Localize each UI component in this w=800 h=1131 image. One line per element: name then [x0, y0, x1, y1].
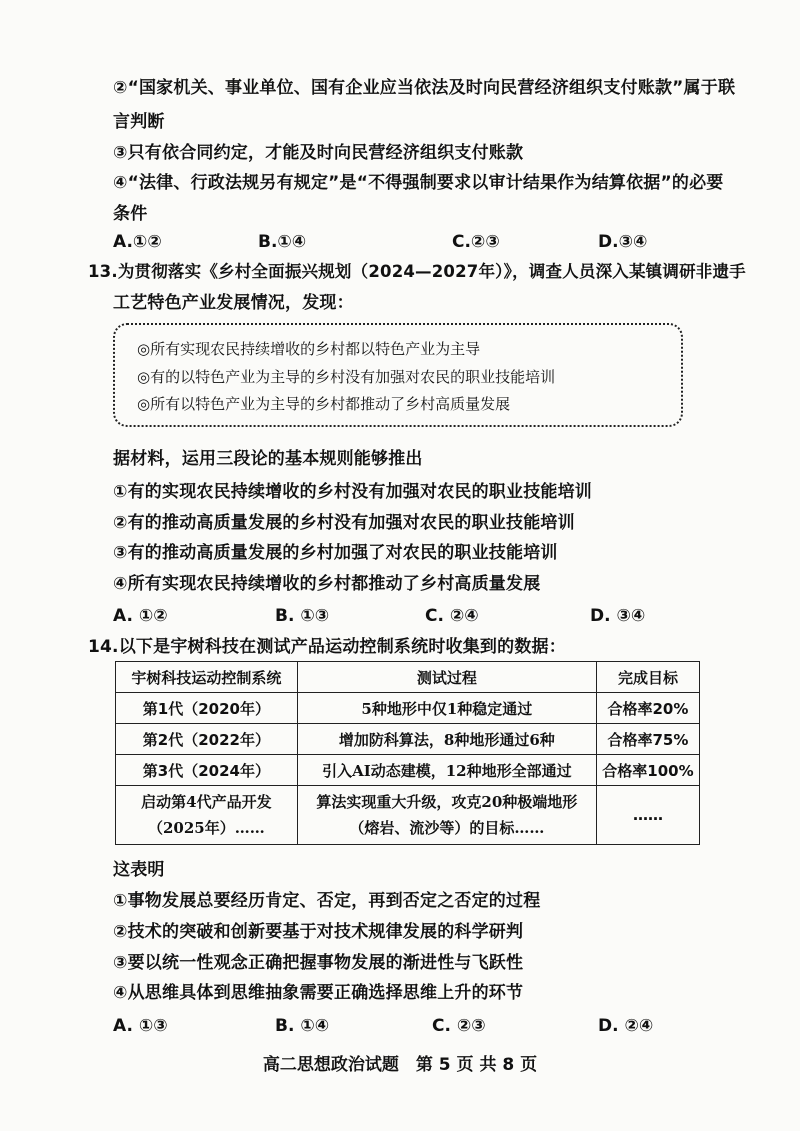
q13-option-d: D. ③④	[590, 606, 646, 626]
table-row	[116, 786, 700, 845]
premise-3: ◎所有以特色产业为主导的乡村都推动了乡村高质量发展	[137, 395, 511, 413]
cell-process: 5种地形中仅1种稳定通过	[297, 693, 596, 724]
q13-item-1: ①有的实现农民持续增收的乡村没有加强对农民的职业技能培训	[113, 482, 592, 502]
q14-lead: 这表明	[113, 860, 165, 880]
cell-gen	[116, 786, 298, 845]
q13-stem-b: 工艺特色产业发展情况，发现：	[113, 293, 354, 313]
q13-stem-a: 13.为贯彻落实《乡村全面振兴规划（2024—2027年）》，调查人员深入某镇调研非遗手	[88, 262, 746, 281]
header-system: 宇树科技运动控制系统	[116, 662, 298, 693]
q13-item-3: ③有的推动高质量发展的乡村加强了对农民的职业技能培训	[113, 543, 558, 563]
cell-gen-line2: （2025年）……	[148, 819, 265, 837]
cell-process-line1: 算法实现重大升级，攻克20种极端地形	[316, 793, 578, 811]
prev-option-b: B.①④	[258, 232, 307, 252]
q14-option-b: B. ①④	[275, 1016, 330, 1036]
premise-1: ◎所有实现农民持续增收的乡村都以特色产业为主导	[137, 340, 481, 358]
prev-item-2a: ②“国家机关、事业单位、国有企业应当依法及时向民营经济组织支付账款”属于联	[113, 78, 736, 98]
q14-item-1: ①事物发展总要经历肯定、否定，再到否定之否定的过程	[113, 891, 541, 911]
q14-stem: 14.以下是宇树科技在测试产品运动控制系统时收集到的数据：	[88, 637, 566, 657]
prev-option-d: D.③④	[598, 232, 648, 252]
cell-target: 合格率100%	[596, 755, 699, 786]
cell-gen: 第2代（2022年）	[116, 724, 298, 755]
q13-premise-box	[113, 323, 683, 427]
q13-option-b: B. ①③	[275, 606, 330, 626]
cell-target: 合格率75%	[596, 724, 699, 755]
cell-process-line2: （熔岩、流沙等）的目标……	[349, 819, 545, 837]
prev-option-c: C.②③	[452, 232, 500, 252]
cell-gen: 第1代（2020年）	[116, 693, 298, 724]
cell-process: 增加防科算法，8种地形通过6种	[297, 724, 596, 755]
q13-lead: 据材料，运用三段论的基本规则能够推出	[113, 449, 423, 469]
page-footer: 高二思想政治试题 第 5 页 共 8 页	[262, 1055, 538, 1075]
table-row	[116, 693, 700, 724]
cell-target: ……	[596, 786, 699, 845]
table-row	[116, 724, 700, 755]
q13-item-2: ②有的推动高质量发展的乡村没有加强对农民的职业技能培训	[113, 513, 575, 533]
prev-item-4b: 条件	[113, 204, 148, 224]
table-header-row	[116, 662, 700, 693]
cell-process	[297, 786, 596, 845]
q14-item-4: ④从思维具体到思维抽象需要正确选择思维上升的环节	[113, 983, 524, 1003]
q13-option-a: A. ①②	[113, 606, 168, 626]
prev-item-2b: 言判断	[113, 112, 165, 132]
prev-option-a: A.①②	[113, 232, 162, 252]
q14-option-a: A. ①③	[113, 1016, 168, 1036]
prev-item-4a: ④“法律、行政法规另有规定”是“不得强制要求以审计结果作为结算依据”的必要	[113, 173, 724, 193]
q14-item-3: ③要以统一性观念正确把握事物发展的渐进性与飞跃性	[113, 953, 524, 973]
cell-gen-line1: 启动第4代产品开发	[141, 793, 272, 811]
q13-item-4: ④所有实现农民持续增收的乡村都推动了乡村高质量发展	[113, 574, 541, 594]
cell-target: 合格率20%	[596, 693, 699, 724]
q14-option-c: C. ②③	[432, 1016, 486, 1036]
prev-item-3: ③只有依合同约定，才能及时向民营经济组织支付账款	[113, 143, 524, 163]
header-process: 测试过程	[297, 662, 596, 693]
q14-option-d: D. ②④	[598, 1016, 654, 1036]
q14-data-table	[115, 661, 700, 845]
q13-option-c: C. ②④	[425, 606, 479, 626]
header-target: 完成目标	[596, 662, 699, 693]
cell-process: 引入AI动态建模，12种地形全部通过	[297, 755, 596, 786]
table-row	[116, 755, 700, 786]
q14-item-2: ②技术的突破和创新要基于对技术规律发展的科学研判	[113, 922, 524, 942]
premise-2: ◎有的以特色产业为主导的乡村没有加强对农民的职业技能培训	[137, 368, 556, 386]
cell-gen: 第3代（2024年）	[116, 755, 298, 786]
